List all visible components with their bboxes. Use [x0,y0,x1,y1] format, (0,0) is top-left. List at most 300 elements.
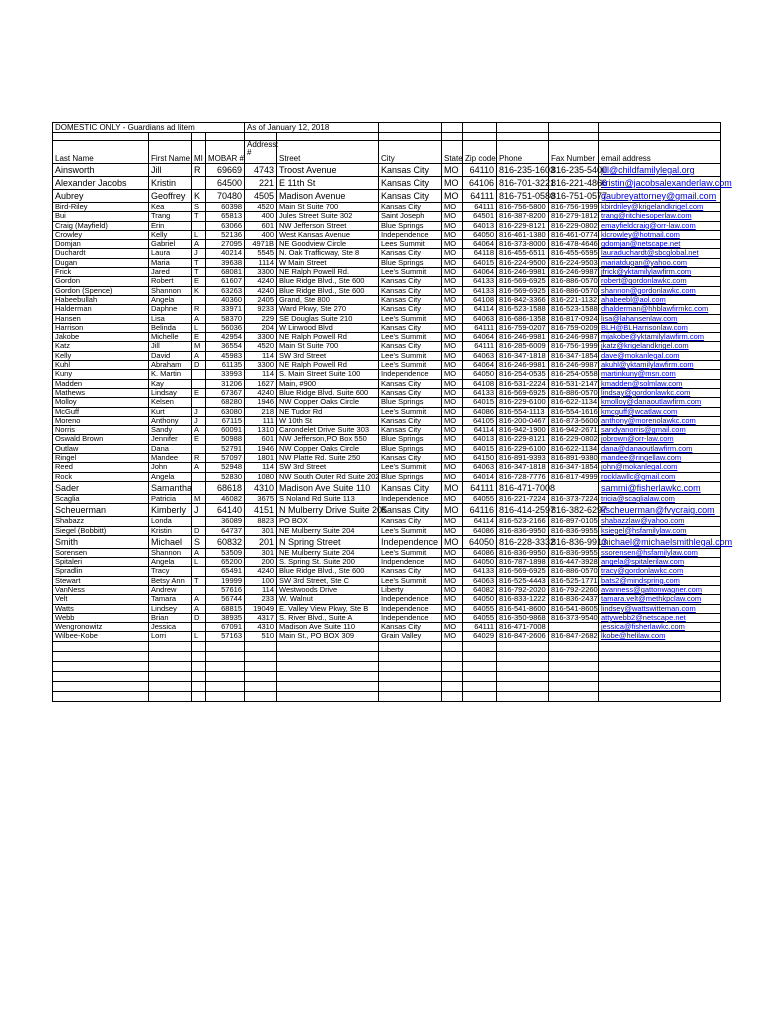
cell-state: MO [442,351,463,360]
cell-mobar: 33971 [206,305,245,314]
cell-email[interactable]: lindsay@gordonlawkc.com [599,388,721,397]
cell-street: NE Ralph Powell Rd [277,333,379,342]
cell-first-name: Andrew [149,585,192,594]
cell-email[interactable]: anthony@morenolawkc.com [599,416,721,425]
blank-cell [379,681,442,691]
cell-last-name: Ainsworth [53,164,149,177]
cell-first-name: Lorri [149,632,192,641]
cell-mobar: 68618 [206,481,245,494]
cell-state: MO [442,221,463,230]
cell-state: MO [442,435,463,444]
cell-last-name: Sorensen [53,548,149,557]
cell-zip: 64111 [463,481,497,494]
cell-first-name: David [149,351,192,360]
cell-email[interactable]: martinkuny@msn.com [599,370,721,379]
cell-first-name: Betsy Ann [149,576,192,585]
blank-cell [245,671,277,681]
cell-phone: 816-387-8200 [497,212,549,221]
cell-street: Blue Ridge Blvd., Ste 600 [277,277,379,286]
cell-phone: 816-471-7008 [497,481,549,494]
cell-zip: 64114 [463,426,497,435]
cell-email[interactable]: jfrick@yktamilylawfirm.com [599,268,721,277]
cell-street: Main, #900 [277,379,379,388]
cell-street-number: 301 [245,548,277,557]
cell-street-number: 3300 [245,268,277,277]
cell-street-number: 400 [245,212,277,221]
cell-city: Kansas City [379,164,442,177]
cell-fax: 816-891-9380 [549,454,599,463]
cell-email[interactable]: mariatdugan@yahoo.com [599,258,721,267]
header-mobar: MOBAR # [206,141,245,164]
cell-mi: R [192,164,206,177]
cell-street-number: 221 [245,177,277,190]
cell-email[interactable]: dhalderman@hhblawfirmkc.com [599,305,721,314]
table-row [53,305,721,314]
cell-state: MO [442,177,463,190]
cell-email[interactable]: dana@danaoutlawfirm.com [599,444,721,453]
cell-fax: 816-836-9913 [549,535,599,548]
cell-city: Kansas City [379,177,442,190]
cell-phone: 816-569-6925 [497,388,549,397]
cell-email[interactable]: klcrowley@hotmail.com [599,230,721,239]
cell-first-name: Londa [149,517,192,526]
blank-cell [379,671,442,681]
cell-street-number: 301 [245,526,277,535]
cell-street: W Linwood Blvd [277,323,379,332]
blank-cell [245,661,277,671]
cell-street-number: 4971B [245,240,277,249]
cell-state: MO [442,190,463,203]
cell-mobar: 56036 [206,323,245,332]
cell-street: Madison Avenue [277,190,379,203]
cell-mobar: 68280 [206,398,245,407]
cell-email[interactable]: lindsey@wattswitteman.com [599,604,721,613]
cell-fax: 816-478-4646 [549,240,599,249]
cell-phone: 816-728-7776 [497,472,549,481]
cell-street-number: 1310 [245,426,277,435]
cell-city: Independence [379,494,442,503]
blank-cell [149,641,192,651]
cell-mobar: 60832 [206,535,245,548]
cell-mi [192,398,206,407]
cell-street-number: 4743 [245,164,277,177]
cell-email[interactable]: BLH@BLHarrisonlaw.com [599,323,721,332]
cell-zip: 64015 [463,398,497,407]
cell-first-name: Jared [149,268,192,277]
cell-mi: A [192,595,206,604]
cell-first-name: Shannon [149,548,192,557]
cell-first-name: Maria [149,258,192,267]
cell-mobar: 39638 [206,258,245,267]
cell-city: Kansas City [379,203,442,212]
header-fax: Fax Number [549,141,599,164]
cell-email[interactable]: ksiegel@hsfamilylaw.com [599,526,721,535]
blank-cell [277,651,379,661]
cell-email[interactable]: michael@michaelsmithlegal.com [599,535,721,548]
header-phone: Phone [497,141,549,164]
cell-zip: 64111 [463,323,497,332]
cell-email[interactable]: akuhl@yktamilylawfirm.com [599,361,721,370]
cell-email[interactable]: mandee@ringellaw.com [599,454,721,463]
cell-state: MO [442,249,463,258]
cell-first-name: Anthony [149,416,192,425]
cell-state: MO [442,604,463,613]
cell-state: MO [442,567,463,576]
cell-email[interactable]: angela@spitalerilaw.com [599,558,721,567]
blank-cell [463,671,497,681]
cell-phone: 816-229-6100 [497,444,549,453]
cell-email[interactable]: jobrown@orr-law.com [599,435,721,444]
cell-phone: 816-569-6925 [497,286,549,295]
cell-email[interactable]: john@mokanlegal.com [599,463,721,472]
cell-first-name: Belinda [149,323,192,332]
cell-email[interactable]: kscheuerman@fvycraig.com [599,504,721,517]
blank-row [53,661,721,671]
cell-last-name: Gordon [53,277,149,286]
cell-city: Independence [379,370,442,379]
cell-fax: 816-525-1771 [549,576,599,585]
cell-state: MO [442,481,463,494]
blank-cell [497,641,549,651]
cell-city: Kansas City [379,454,442,463]
cell-fax: 816-622-1134 [549,398,599,407]
blank-cell [149,651,192,661]
cell-zip: 64055 [463,613,497,622]
blank-cell [599,681,721,691]
blank-cell [549,651,599,661]
cell-mi: A [192,351,206,360]
cell-email[interactable]: lauraduchardt@sbcglobal.net [599,249,721,258]
cell-zip: 64063 [463,463,497,472]
cell-phone: 816-847-2606 [497,632,549,641]
cell-email[interactable]: lisa@lahansenlaw.com [599,314,721,323]
cell-zip: 64050 [463,595,497,604]
cell-last-name: Duchardt [53,249,149,258]
cell-phone: 816-347-1818 [497,463,549,472]
cell-mi: A [192,604,206,613]
cell-fax: 816-847-2682 [549,632,599,641]
cell-first-name: Angela [149,295,192,304]
cell-street-number: 100 [245,576,277,585]
cell-mobar: 64737 [206,526,245,535]
cell-street-number: 4240 [245,277,277,286]
table-row [53,481,721,494]
cell-email[interactable]: attywebb2@netscape.net [599,613,721,622]
cell-street: Blue Ridge Blvd., Ste 600 [277,567,379,576]
cell-last-name: Alexander Jacobs [53,177,149,190]
cell-email[interactable]: jill@childfamilylegal.org [599,164,721,177]
cell-mobar: 38935 [206,613,245,622]
cell-zip: 64050 [463,230,497,239]
blank-cell [245,651,277,661]
cell-street-number: 200 [245,558,277,567]
cell-mi: D [192,613,206,622]
cell-first-name: Michelle [149,333,192,342]
cell-state: MO [442,526,463,535]
cell-email[interactable]: gdomjan@netscape.net [599,240,721,249]
cell-mobar: 58370 [206,314,245,323]
cell-city: Blue Springs [379,221,442,230]
cell-last-name: Mathews [53,388,149,397]
cell-mobar: 60091 [206,426,245,435]
cell-email[interactable]: ahabeebl@aol.com [599,295,721,304]
cell-first-name: Kelsen [149,398,192,407]
cell-first-name: Robert [149,277,192,286]
cell-phone: 816-350-9868 [497,613,549,622]
cell-state: MO [442,314,463,323]
cell-mobar: 68815 [206,604,245,613]
cell-city: Kansas City [379,416,442,425]
cell-email[interactable]: robert@gordonlawkc.com [599,277,721,286]
cell-zip: 64029 [463,632,497,641]
cell-first-name: Kurt [149,407,192,416]
cell-fax: 816-373-7224 [549,494,599,503]
cell-city: Independence [379,613,442,622]
cell-city: Lee's Summit [379,268,442,277]
cell-city: Kansas City [379,623,442,632]
cell-email[interactable]: trang@ritchiesoperlaw.com [599,212,721,221]
cell-mi [192,370,206,379]
cell-fax: 816-622-1134 [549,444,599,453]
cell-city: Kansas City [379,277,442,286]
cell-last-name: Spitaleri [53,558,149,567]
cell-phone: 816-569-6925 [497,567,549,576]
header-first-name: First Name [149,141,192,164]
cell-city: Lee's Summit [379,333,442,342]
cell-state: MO [442,595,463,604]
cell-first-name: Jill [149,164,192,177]
cell-street-number: 4310 [245,623,277,632]
cell-street-number: 1080 [245,472,277,481]
as-of-date: As of January 12, 2018 [245,123,379,133]
cell-street: W 10th St [277,416,379,425]
cell-first-name: Michael [149,535,192,548]
cell-first-name: Kimberly [149,504,192,517]
cell-first-name: Jennifer [149,435,192,444]
cell-email[interactable]: kmolloy@danaoutlawfirm.com [599,398,721,407]
cell-email[interactable]: sammi@fisherlawkc.com [599,481,721,494]
cell-first-name: Kristin [149,526,192,535]
cell-last-name: Scaglia [53,494,149,503]
cell-city: Kansas City [379,504,442,517]
cell-last-name: Smith [53,535,149,548]
cell-street-number: 114 [245,370,277,379]
table-row [53,249,721,258]
cell-street: NE Goodview Circle [277,240,379,249]
cell-first-name: Shannon [149,286,192,295]
cell-email[interactable]: jessica@fisherlawkc.com [599,623,721,632]
cell-fax: 816-221-1132 [549,295,599,304]
cell-phone: 816-229-8121 [497,435,549,444]
cell-zip: 64133 [463,567,497,576]
cell-street: E 11th St [277,177,379,190]
cell-fax: 816-836-9955 [549,526,599,535]
cell-email[interactable]: emayfieldcraig@orr-law.com [599,221,721,230]
blank-cell [206,681,245,691]
cell-street: S. River Blvd., Suite A [277,613,379,622]
cell-mobar: 57163 [206,632,245,641]
cell-city: Kansas City [379,342,442,351]
cell-zip: 64114 [463,517,497,526]
cell-city: Blue Springs [379,258,442,267]
cell-fax: 816-554-1616 [549,407,599,416]
cell-email[interactable]: ssorensen@hsfamilylaw.com [599,548,721,557]
blank-row [53,691,721,701]
cell-last-name: Kuny [53,370,149,379]
cell-mobar: 36089 [206,517,245,526]
cell-fax: 816-886-0570 [549,286,599,295]
cell-phone: 816-228-3332 [497,535,549,548]
cell-email[interactable]: kristin@jacobsalexanderlaw.com [599,177,721,190]
cell-zip: 64086 [463,548,497,557]
cell-phone: 816-525-4443 [497,576,549,585]
cell-last-name: Bui [53,212,149,221]
cell-last-name: Katz [53,342,149,351]
cell-last-name: Domjan [53,240,149,249]
cell-phone: 816-229-6100 [497,398,549,407]
cell-fax: 816-792-2260 [549,585,599,594]
cell-last-name: Crowley [53,230,149,239]
cell-phone: 816-833-1222 [497,595,549,604]
cell-email[interactable]: lkobe@helilaw.com [599,632,721,641]
cell-zip: 64050 [463,558,497,567]
cell-street: Westwoods Drive [277,585,379,594]
blank-cell [379,641,442,651]
cell-email[interactable]: tricia@scaglialaw.com [599,494,721,503]
cell-phone: 816-531-2224 [497,379,549,388]
cell-state: MO [442,379,463,388]
cell-mi [192,472,206,481]
cell-first-name: Gabriel [149,240,192,249]
cell-street: W. Walnut [277,595,379,604]
cell-email[interactable]: avanness@gattonwagner.com [599,585,721,594]
cell-email[interactable]: dave@mokanlegal.com [599,351,721,360]
cell-email[interactable]: tamara.velt@methkpclaw.com [599,595,721,604]
cell-phone: 816-541-8600 [497,604,549,613]
cell-city: Lee's Summit [379,361,442,370]
cell-fax: 816-817-0924 [549,314,599,323]
cell-street: NE Ralph Powell Rd [277,361,379,370]
cell-fax: 816-836-2437 [549,595,599,604]
cell-last-name: Shabazz [53,517,149,526]
header-zip: Zip code [463,141,497,164]
cell-street-number: 9233 [245,305,277,314]
cell-fax: 816-347-1854 [549,463,599,472]
cell-city: Lees Summit [379,240,442,249]
cell-phone: 816-455-6511 [497,249,549,258]
blank-cell [53,651,149,661]
cell-email[interactable]: jkatz@krigelandkrigel.com [599,342,721,351]
cell-zip: 64501 [463,212,497,221]
header-email: email address [599,141,721,164]
cell-email[interactable]: rocklawllc@gmail.com [599,472,721,481]
cell-city: Lee's Summit [379,314,442,323]
cell-last-name: Oswald Brown [53,435,149,444]
cell-street: Main St Suite 700 [277,342,379,351]
cell-street: SW 3rd Street, Ste C [277,576,379,585]
table-row [53,190,721,203]
cell-email[interactable]: gaubreyattorney@gmail.com [599,190,721,203]
cell-fax: 816-447-3928 [549,558,599,567]
cell-mi: M [192,494,206,503]
cell-state: MO [442,342,463,351]
cell-email[interactable]: kmcguff@wcatlaw.com [599,407,721,416]
table-row [53,494,721,503]
cell-last-name: Wengronowitz [53,623,149,632]
cell-street-number: 114 [245,585,277,594]
header-city: City [379,141,442,164]
blank-cell [149,661,192,671]
cell-first-name: Sandy [149,426,192,435]
cell-mi: L [192,632,206,641]
blank-cell [549,681,599,691]
cell-street: S. Main Street Suite 100 [277,370,379,379]
cell-mobar: 57616 [206,585,245,594]
cell-last-name: Jakobe [53,333,149,342]
cell-phone: 816-891-9393 [497,454,549,463]
cell-state: MO [442,258,463,267]
blank-cell [463,681,497,691]
header-address [245,141,277,164]
cell-city: Kansas City [379,190,442,203]
cell-street: NW Copper Oaks Circle [277,444,379,453]
cell-email[interactable]: kmadden@solmlaw.com [599,379,721,388]
cell-phone: 816-792-2020 [497,585,549,594]
cell-state: MO [442,504,463,517]
cell-email[interactable]: kbirdriley@krigelandkrigel.com [599,203,721,212]
blank-row [53,671,721,681]
cell-last-name: Moreno [53,416,149,425]
cell-last-name: Reed [53,463,149,472]
cell-street: N Mulberry Drive Suite 205 [277,504,379,517]
cell-zip: 64063 [463,351,497,360]
table-row [53,535,721,548]
cell-phone: 816-686-1358 [497,314,549,323]
cell-mi: A [192,548,206,557]
cell-zip: 64064 [463,268,497,277]
cell-street: Madison Ave Suite 110 [277,481,379,494]
cell-fax: 816-461-0774 [549,230,599,239]
cell-first-name: Samantha [149,481,192,494]
cell-email[interactable]: tracy@gordonlawkc.com [599,567,721,576]
cell-street: NE Tudor Rd [277,407,379,416]
cell-street-number: 4240 [245,286,277,295]
cell-mobar: 40360 [206,295,245,304]
header-street: Street [277,141,379,164]
cell-city: Independence [379,535,442,548]
cell-email[interactable]: bats2@mindspring.com [599,576,721,585]
cell-email[interactable]: mjakobe@yktamilylawfirm.com [599,333,721,342]
cell-state: MO [442,212,463,221]
blank-cell [277,671,379,681]
cell-mobar: 19999 [206,576,245,585]
cell-state: MO [442,370,463,379]
cell-email[interactable]: shannon@gordonlawkc.com [599,286,721,295]
cell-mobar: 52948 [206,463,245,472]
cell-mobar: 70480 [206,190,245,203]
cell-mi: T [192,212,206,221]
blank-cell [497,671,549,681]
cell-mi: S [192,535,206,548]
cell-street-number: 4520 [245,342,277,351]
cell-mi [192,177,206,190]
cell-fax: 816-873-5600 [549,416,599,425]
cell-fax: 816-836-9955 [549,548,599,557]
cell-email[interactable]: shabazzlaw@yahoo.com [599,517,721,526]
cell-email[interactable]: sandyanorris@gmail.com [599,426,721,435]
cell-state: MO [442,632,463,641]
cell-zip: 64108 [463,295,497,304]
